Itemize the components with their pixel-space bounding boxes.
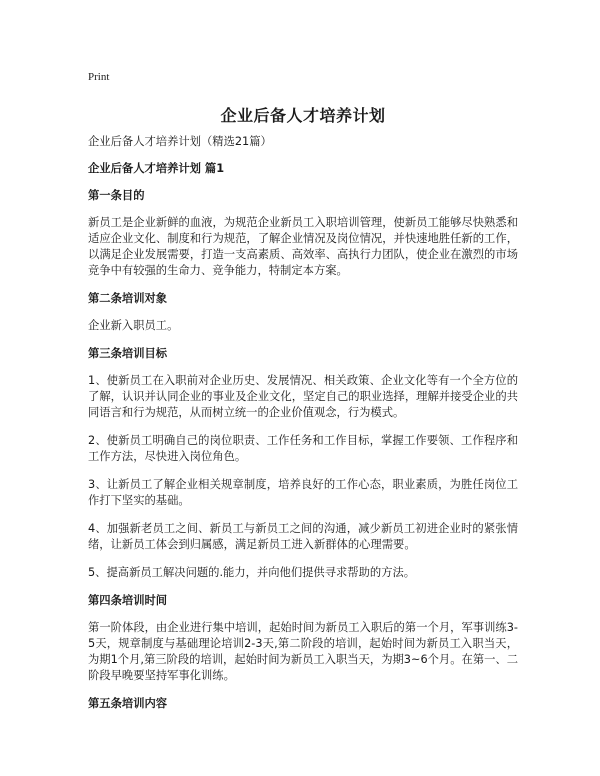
document-subtitle: 企业后备人才培养计划（精选21篇） — [88, 135, 272, 148]
chapter-heading: 企业后备人才培养计划 篇1 — [88, 162, 225, 175]
paragraph: 企业新入职员工。 — [88, 319, 179, 332]
section-heading: 第四条培训时间 — [88, 594, 168, 607]
paragraph: 3、让新员工了解企业相关规章制度，培养良好的工作心态，职业素质，为胜任岗位工作打下坚实的基础。 — [88, 478, 518, 507]
document-body — [88, 134, 518, 723]
paragraph: 4、加强新老员工之间、新员工与新员工之间的沟通，减少新员工初进企业时的紧张情绪，让新员工体会到归属感，满足新员工进入新群体的心理需要。 — [88, 522, 518, 551]
paragraph: 2、使新员工明确自己的岗位职责、工作任务和工作目标，掌握工作要领、工作程序和工作方法，尽快进入岗位角色。 — [88, 434, 518, 463]
print-label[interactable]: Print — [88, 71, 110, 83]
paragraph: 5、提高新员工解决问题的.能力，并向他们提供寻求帮助的方法。 — [88, 566, 416, 579]
section-heading: 第五条培训内容 — [88, 697, 168, 710]
paragraph: 第一阶体段，由企业进行集中培训，起始时间为新员工入职后的第一个月，军事训练3-5天，规章制度与基础理论培训2-3天,第二阶段的培训，起始时间为新员工入职当天，为期1个月,第三阶段的培训，起始时间为新员工入职当天，为期3~6个月。在第一、二阶段早晚要坚持军事化训练。 — [88, 621, 519, 682]
section-heading: 第三条培训目标 — [88, 347, 168, 360]
paragraph: 新员工是企业新鲜的血液，为规范企业新员工入职培训管理，使新员工能够尽快熟悉和适应企业文化、制度和行为规范，了解企业情况及岗位情况，并快速地胜任新的工作，以满足企业发展需要，打造一支高素质、高效率、高执行力团队，使企业在激烈的市场竞争中有较强的生命力、竞争能力，特制定本方案。 — [88, 216, 518, 277]
document-title: 企业后备人才培养计划 — [220, 106, 386, 125]
section-heading: 第一条目的 — [88, 189, 145, 202]
paragraph: 1、使新员工在入职前对企业历史、发展情况、相关政策、企业文化等有一个全方位的了解，认识并认同企业的事业及企业文化，坚定自己的职业选择，理解并接受企业的共同语言和行为规范，从而树立统一的企业价值观念，行为模式。 — [88, 374, 518, 419]
section-heading: 第二条培训对象 — [88, 292, 168, 305]
